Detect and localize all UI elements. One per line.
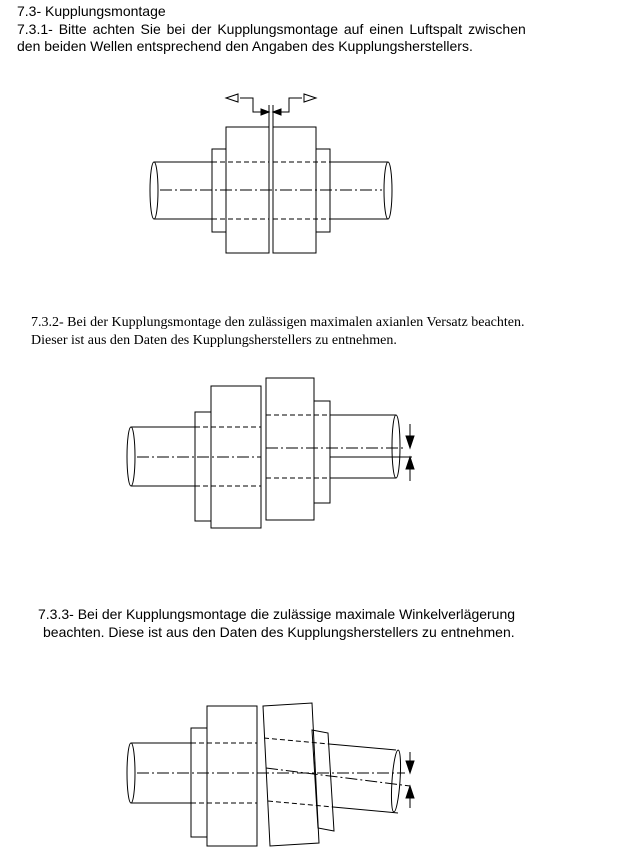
item-7-3-2-line-2: Dieser ist aus den Daten des Kupplungsherstellers zu entnehmen. <box>31 333 397 348</box>
air-gap-diagram <box>0 0 620 270</box>
axial-offset-diagram <box>0 370 620 550</box>
section-heading: 7.3- Kupplungsmontage <box>17 3 166 19</box>
item-7-3-1-line-2: den beiden Wellen entsprechend den Angaben des Kupplungsherstellers. <box>17 38 473 54</box>
item-7-3-1-line-1: 7.3.1- Bitte achten Sie bei der Kupplungsmontage auf einen Luftspalt zwischen <box>17 21 526 37</box>
item-7-3-2-line-1: 7.3.2- Bei der Kupplungsmontage den zulässigen maximalen axianlen Versatz beachten. <box>31 315 525 330</box>
item-7-3-3-line-1: 7.3.3- Bei der Kupplungsmontage die zulässige maximale Winkelverlägerung <box>38 606 516 622</box>
item-7-3-3-line-2: beachten. Diese ist aus den Daten des Kupplungsherstellers zu entnehmen. <box>43 624 515 640</box>
angular-misalignment-diagram <box>0 700 620 860</box>
